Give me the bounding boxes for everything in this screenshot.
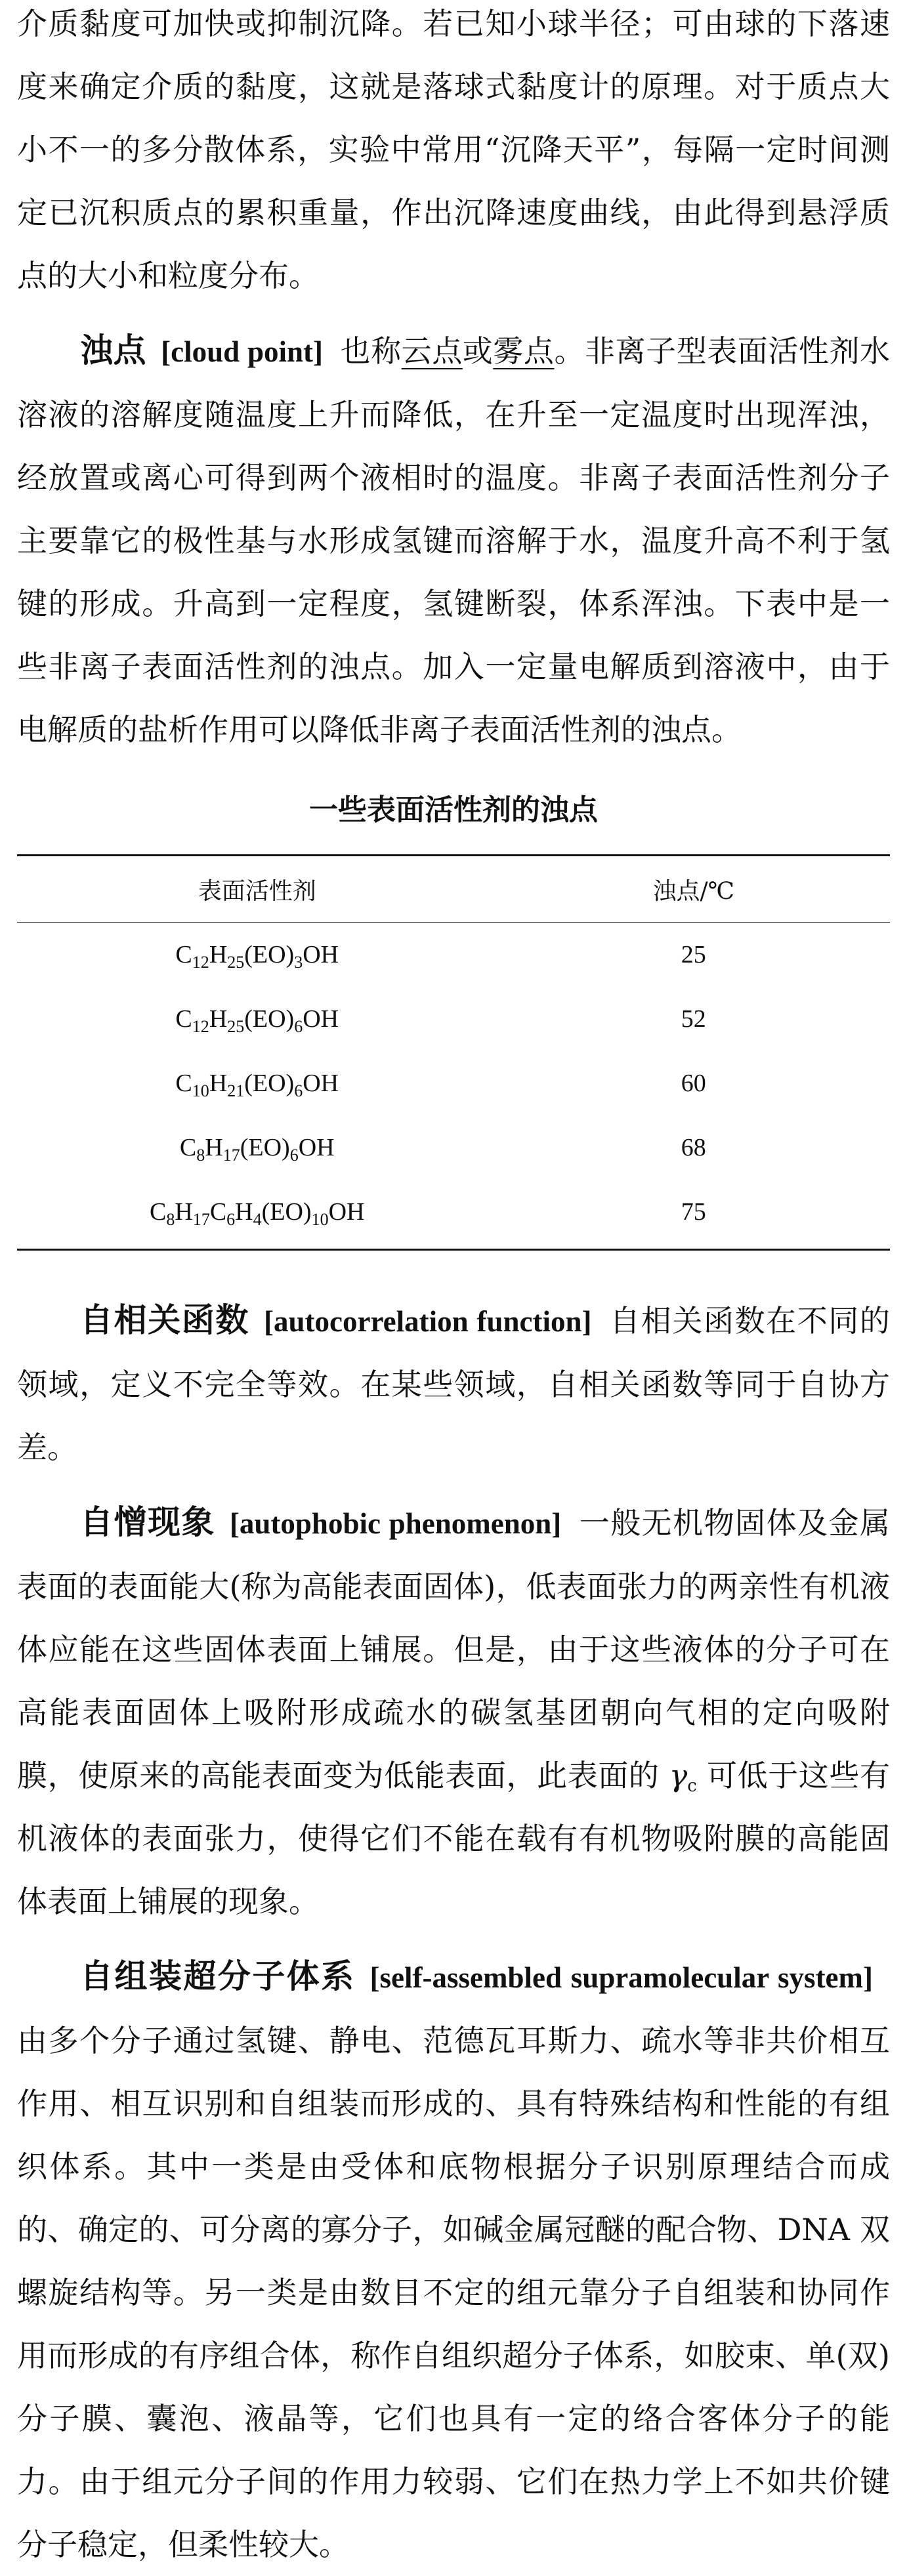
formula-part: H	[209, 941, 228, 968]
formula-part: OH	[303, 1005, 339, 1033]
table-title: 一些表面活性剂的浊点	[309, 793, 598, 827]
surfactant-formula	[17, 923, 497, 987]
entry-cloud-point	[17, 319, 890, 761]
table-row	[17, 987, 890, 1051]
formula-part: OH	[298, 1134, 335, 1161]
formula-part: H	[175, 1198, 193, 1226]
formula-part: (EO)	[244, 941, 295, 968]
entry-body: 自相关函数在不同的领域，定义不完全等效。在某些领域，自相关函数等同于自协方差。	[17, 1303, 890, 1465]
entry-autophobic	[17, 1491, 890, 1933]
surfactant-formula	[17, 987, 497, 1051]
formula-part: OH	[303, 1070, 339, 1097]
entry-english: [self-assembled supramolecular system]	[369, 1961, 874, 1994]
table-row	[17, 1180, 890, 1250]
formula-subscript: 21	[227, 1081, 245, 1100]
entry-english: [autocorrelation function]	[264, 1305, 592, 1338]
formula-part: C	[175, 1005, 192, 1033]
formula-subscript: 6	[294, 1017, 303, 1036]
formula-subscript: 17	[192, 1210, 210, 1229]
formula-subscript: 10	[192, 1081, 209, 1100]
entry-term: 浊点	[80, 331, 147, 369]
formula-part: C	[179, 1134, 197, 1161]
cloud-point-table	[17, 854, 890, 1251]
entry-alias: 云点	[401, 333, 463, 369]
entry-autocorrelation	[17, 1289, 890, 1479]
entry-body: 。非离子型表面活性剂水溶液的溶解度随温度上升而降低，在升至一定温度时出现浑浊，经放置或离心可得到两个液相时的温度。非离子表面活性剂分子主要靠它的极性基与水形成氢键而溶解于水，温度升高不利于氢键的形成。升高到一定程度，氢键断裂，体系浑浊。下表中是一些非离子表面活性剂的浊点。加入一定量电解质到溶液中，由于电解质的盐析作用可以降低非离子表面活性剂的浊点。	[17, 333, 891, 747]
cloud-point-value: 60	[681, 1070, 706, 1097]
formula-part: (EO)	[261, 1198, 312, 1226]
formula-part: (EO)	[240, 1134, 290, 1161]
surfactant-formula	[17, 1115, 497, 1180]
entry-conjunction: 或	[462, 333, 494, 369]
formula-subscript: 25	[227, 1017, 245, 1036]
intro-paragraph: 介质黏度可加快或抑制沉降。若已知小球半径；可由球的下落速度来确定介质的黏度，这就是落球式黏度计的原理。对于质点大小不一的多分散体系，实验中常用“沉降天平”，每隔一定时间测定已沉积质点的累积重量，作出沉降速度曲线，由此得到悬浮质点的大小和粒度分布。	[17, 6, 890, 293]
cloud-point-value: 75	[681, 1198, 706, 1226]
formula-subscript: 4	[253, 1210, 262, 1229]
table-header-row	[17, 856, 890, 923]
entry-term: 自憎现象	[80, 1503, 215, 1541]
entry-english: [cloud point]	[161, 335, 323, 368]
entry-alias: 雾点	[493, 333, 555, 369]
formula-part: H	[209, 1070, 228, 1097]
table-body	[17, 923, 890, 1250]
table-row	[17, 923, 890, 987]
entry-term: 自相关函数	[80, 1301, 250, 1339]
formula-subscript: 6	[289, 1146, 299, 1165]
table-row	[17, 1115, 890, 1180]
formula-subscript: 12	[192, 953, 209, 972]
entry-english: [autophobic phenomenon]	[229, 1507, 562, 1540]
formula-part: C	[209, 1198, 227, 1226]
formula-part: H	[209, 1005, 228, 1033]
entry-body: 可低于这些有机液体的表面张力，使得它们不能在载有有机物吸附膜的高能固体表面上铺展的现象。	[17, 1758, 890, 1919]
formula-part: OH	[328, 1198, 365, 1226]
table-row	[17, 1051, 890, 1115]
entry-body: 由多个分子通过氢键、静电、范德瓦耳斯力、疏水等非共价相互作用、相互识别和自组装而形成的、具有特殊结构和性能的有组织体系。其中一类是由受体和底物根据分子识别原理结合而成的、确定的、可分离的寡分子，如碱金属冠醚的配合物、DNA 双螺旋结构等。另一类是由数目不定的组元靠分子自组装和协同作用而形成的有序组合体，称作自组织超分子体系，如胶束、单(双)分子膜、囊泡、液晶等，它们也具有一定的络合客体分子的能力。由于组元分子间的作用力较弱、它们在热力学上不如共价键分子稳定，但柔性较大。	[17, 2023, 890, 2562]
column-header: 浊点/℃	[497, 856, 891, 923]
formula-subscript: 17	[222, 1146, 240, 1165]
entry-self-assembled	[17, 1945, 890, 2576]
surfactant-formula	[17, 1180, 497, 1250]
formula-part: (EO)	[244, 1070, 295, 1097]
cloud-point-value: 68	[681, 1134, 706, 1161]
gamma-symbol: γ	[669, 1758, 688, 1793]
entry-body: 一般无机物固体及金属表面的表面能大(称为高能表面固体)，低表面张力的两亲性有机液体应能在这些固体表面上铺展。但是，由于这些液体的分子可在高能表面固体上吸附形成疏水的碳氢基团朝向气相的定向吸附膜，使原来的高能表面变为低能表面，此表面的	[17, 1505, 891, 1793]
cloud-point-value: 25	[681, 941, 706, 968]
formula-subscript: 6	[294, 1081, 303, 1100]
formula-part: H	[205, 1134, 223, 1161]
formula-part: OH	[303, 941, 339, 968]
column-header: 表面活性剂	[17, 856, 497, 923]
formula-subscript: 8	[196, 1146, 205, 1165]
formula-subscript: 8	[166, 1210, 175, 1229]
formula-part: C	[150, 1198, 167, 1226]
gamma-subscript: c	[687, 1776, 697, 1796]
surfactant-formula	[17, 1051, 497, 1115]
formula-subscript: 6	[226, 1210, 236, 1229]
entry-prefix: 也称	[339, 333, 402, 369]
entry-term: 自组装超分子体系	[80, 1957, 356, 1995]
formula-subscript: 10	[311, 1210, 329, 1229]
formula-part: (EO)	[244, 1005, 295, 1033]
cloud-point-value: 52	[681, 1005, 706, 1033]
formula-part: C	[175, 1070, 192, 1097]
formula-part: C	[175, 941, 192, 968]
formula-subscript: 25	[227, 953, 245, 972]
formula-subscript: 3	[294, 953, 303, 972]
formula-subscript: 12	[192, 1017, 209, 1036]
formula-part: H	[235, 1198, 253, 1226]
